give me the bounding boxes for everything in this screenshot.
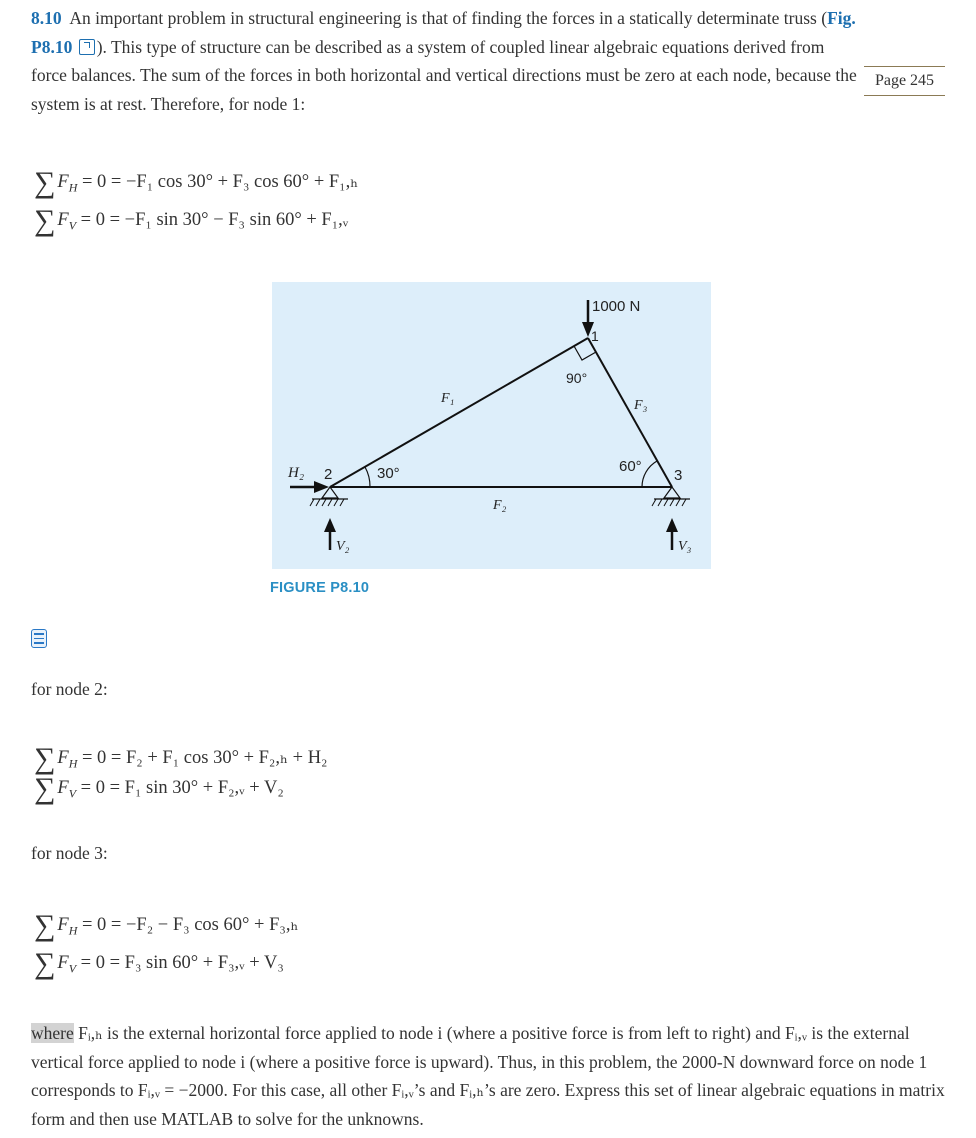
member-f1-line	[330, 338, 588, 487]
sigma-symbol: ∑	[34, 204, 56, 237]
angle-90-label: 90°	[566, 370, 588, 386]
eq-rhs: = 0 = −F₁ cos 30° + F₃ cos 60° + F₁,ₕ	[82, 172, 359, 192]
external-link-icon[interactable]	[79, 39, 95, 55]
eq-lhs: $F_V$	[57, 778, 77, 801]
sigma-symbol: ∑	[34, 947, 56, 980]
node2-label: for node 2:	[31, 679, 108, 699]
node-1-label: 1	[591, 328, 599, 344]
figure-link-label[interactable]: Fig. P8.10	[31, 8, 856, 57]
f1-label: F₁	[441, 391, 455, 406]
equation-node2-vertical	[34, 772, 284, 806]
closing-text: Fᵢ,ₕ is the external horizontal force applied to node i (where a positive force is from left to right) and Fᵢ,ᵥ is the external vertical force applied to node i (where a positive force is upward). Thus, in this problem, the 2000-N downward force on node 1 corresponds to Fᵢ,ᵥ = −2000. For this case, all other Fᵢ,ᵥ’s and Fᵢ,ₕ’s are zero. Express this set of linear algebraic equations in matrix form and then use MATLAB to solve for the unknowns.	[31, 1023, 945, 1129]
equation-node1-vertical	[34, 204, 348, 238]
sigma-symbol: ∑	[34, 742, 56, 775]
truss-diagram	[272, 282, 711, 569]
sigma-symbol: ∑	[34, 772, 56, 805]
h2-label: H₂	[288, 465, 305, 481]
ground-hatch-3	[652, 499, 686, 506]
f2-label: F₂	[493, 498, 507, 513]
angle-30-label: 30°	[377, 465, 400, 482]
angle-arc-60	[642, 461, 657, 487]
equation-node3-horizontal	[34, 909, 298, 943]
node3-label: for node 3:	[31, 843, 108, 863]
equation-node3-vertical	[34, 947, 284, 981]
truss-figure	[272, 282, 711, 569]
f3-label: F₃	[634, 398, 648, 413]
v2-label: V₂	[336, 539, 350, 554]
eq-rhs: = 0 = −F₂ − F₃ cos 60° + F₃,ₕ	[82, 915, 299, 935]
equation-node2-horizontal	[34, 742, 328, 776]
v2-arrowhead	[324, 518, 336, 532]
highlighted-word[interactable]: where	[31, 1023, 74, 1043]
eq-lhs: $F_V$	[57, 210, 77, 233]
v3-arrowhead	[666, 518, 678, 532]
notes-icon[interactable]	[31, 629, 47, 648]
ground-hatch-2	[310, 499, 344, 506]
angle-60-label: 60°	[619, 458, 642, 475]
eq-rhs: = 0 = F₁ sin 30° + F₂,ᵥ + V₂	[80, 778, 284, 798]
page-marker: Page 245	[864, 66, 945, 96]
eq-lhs: $F_H$	[57, 915, 78, 938]
closing-paragraph	[31, 1019, 951, 1133]
problem-number: 8.10	[31, 8, 62, 28]
v3-label: V₃	[678, 539, 692, 554]
intro-text-1: An important problem in structural engineering is that of finding the forces in a statically determinate truss (	[69, 8, 828, 28]
eq-rhs: = 0 = F₃ sin 60° + F₃,ᵥ + V₃	[80, 953, 284, 973]
pin-support-3	[664, 487, 680, 498]
load-label: 1000 N	[592, 298, 641, 315]
problem-statement	[31, 4, 861, 118]
figure-caption: FIGURE P8.10	[270, 580, 370, 596]
sigma-symbol: ∑	[34, 166, 56, 199]
intro-text-2: ). This type of structure can be described as a system of coupled linear algebraic equations derived from force balances. The sum of the forces in both horizontal and vertical directions must be zero at each node, because the system is at rest. Therefore, for node 1:	[31, 36, 857, 114]
eq-rhs: = 0 = −F₁ sin 30° − F₃ sin 60° + F₁,ᵥ	[80, 210, 349, 230]
eq-lhs: $F_V$	[57, 953, 77, 976]
eq-lhs: $F_H$	[57, 172, 78, 195]
node-3-label: 3	[674, 467, 683, 484]
sigma-symbol: ∑	[34, 909, 56, 942]
equation-node1-horizontal	[34, 166, 358, 200]
eq-lhs: $F_H$	[57, 748, 78, 771]
eq-rhs: = 0 = F₂ + F₁ cos 30° + F₂,ₕ + H₂	[82, 748, 328, 768]
node-2-label: 2	[324, 466, 333, 483]
angle-arc-30	[365, 467, 370, 487]
